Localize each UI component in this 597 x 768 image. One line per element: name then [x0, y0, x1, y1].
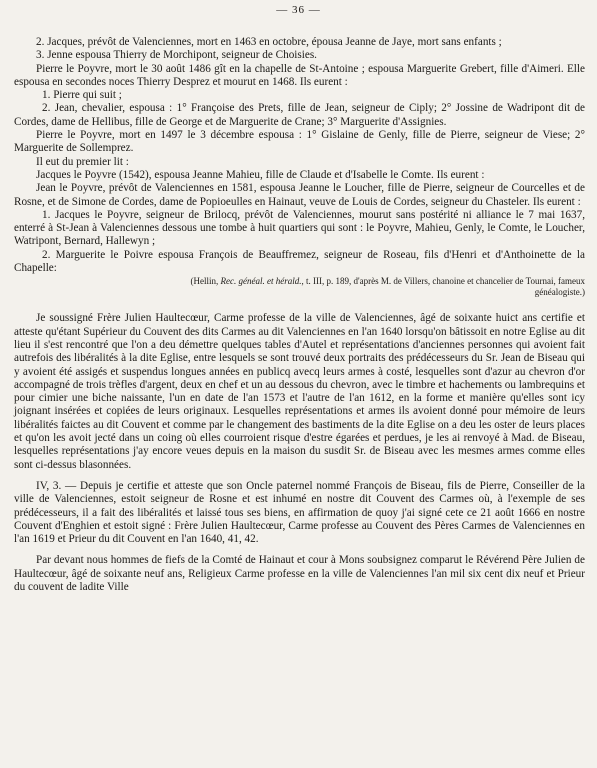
document-body — [14, 36, 585, 594]
genealogy-line: Jacques le Poyvre (1542), espousa Jeanne Mahieu, fille de Claude et d'Isabelle le Comte. Ils eurent : — [36, 168, 485, 181]
deed-paragraph: Par devant nous hommes de fiefs de la Comté de Hainaut et cour à Mons soubsignez comparut le Révérend Père Julien de Haultecœur, âgé de soixante neuf ans, Religieux Carme professe en la ville de Valenciennes l'an mil six cent dix neuf et Prieur du couvent de ladite Ville — [14, 554, 585, 593]
citation-prefix: (Hellin, — [190, 276, 221, 287]
genealogy-line: 2. Jean, chevalier, espousa : 1° Françoise des Prets, fille de Jean, seigneur de Ciply; 2° Jossine de Wadripont dit de Cordes, dame de Hellibus, fille de George et de Marguerite de Crane; 3° Marguerite d'Assignies. — [14, 102, 585, 128]
genealogy-line: Il eut du premier lit : — [36, 155, 129, 168]
certificate-paragraph: Je soussigné Frère Julien Haultecœur, Carme professe de la ville de Valenciennes, âgé de soixante huict ans certifie et atteste qu'étant Supérieur du Couvent des dits Carmes au dit Valenciennes en l'an 1640 lorsqu'on bâtissoit en notre Eglise au dit lieu il s'est rencontré que l'on a deu démettre quelques tables d'Autel et représentations d'anciennes personnes qui avoient fait autrefois des libéralités à la dite Eglise, entre lesquels se sont trouvé deux portraits des prédécesseurs du Sr. Jean de Biseau qui y avoient été assigés et suspendus longues années en publicq avecq leurs armes à costé, lesquelles sont d'azur au chevron d'or accompagné de trois trèfles d'argent, deux en chef et un au dessous du chevron, avec le timbre et hachements ou lambrequins et pour cimier une biche naissante, l'un en date de l'an 1573 et l'autre de l'an 1612, en la forme et manière qu'elles sont icy joignant insérées et copiées de leurs originaux. Lesquelles représentations et armes ils avoient donné pour mémoire de leurs libéralités faictes au dit Couvent et comme par le changement des bastiments de la dite Eglise on a deu les oster de leurs places et qu'on les avoit jecté dans un coing où elles courroient risque d'estre égarées et perdues, je les ai renvoyé à Mad. de Biseau, lesquelles représentations j'ay encore veues depuis en la maison du susdit Sr. de Biseau avec les mesmes armes comme elles sont ci-dessus blasonnées. — [14, 312, 585, 471]
citation-title: Rec. généal. et hérald. — [220, 276, 302, 287]
genealogy-line: 2. Marguerite le Poivre espousa François de Beauffremez, seigneur de Roseau, fils d'Henri et d'Anthoinette de la Chapelle: — [14, 248, 585, 275]
genealogy-line: Pierre le Poyvre, mort en 1497 le 3 décembre espousa : 1° Gislaine de Genly, fille de Pierre, seigneur de Viese; 2° Marguerite de Sollemprez. — [14, 129, 585, 155]
genealogy-line: Jean le Poyvre, prévôt de Valenciennes en 1581, espousa Jeanne le Loucher, fille de Pierre, seigneur de Courcelles et de Rosne, et de Simone de Cordes, dame de Popioeulles en Hainaut, veuve de Louis de Cordes, seigneur du Chasteler. Ils eurent : — [14, 182, 585, 208]
genealogy-line: Pierre le Poyvre, mort le 30 août 1486 gît en la chapelle de St-Antoine ; espousa Marguerite Grebert, fille d'Aimeri. Elle espousa en secondes noces Thierry Desprez et mourut en 1468. Ils eurent : — [14, 62, 585, 88]
certificate-paragraph: IV, 3. — Depuis je certifie et atteste que son Oncle paternel nommé François de Biseau, fils de Pierre, Conseiller de la ville de Valenciennes, estoit seigneur de Rosne et est inhumé en nostre dit Couvent des Carmes où, à l'exemple de ses prédécesseurs, il a fait des libéralités et laissé tous ses biens, en affirmation de quoy j'ai signé cete ce 21 août 1666 en nostre Couvent d'Enghien et estoit signé : Frère Julien Haultecœur, Carme professe au Couvent des Pères Carmes de Valenciennes en l'an 1619 et Prieur du dit Couvent en l'an 1640, 41, 42. — [14, 479, 585, 546]
citation-suffix: , t. III, p. 189, d'après M. de Villers, chanoine et chancelier de Tournai, fameux généalogiste.) — [301, 276, 585, 298]
genealogy-line: 1. Jacques le Poyvre, seigneur de Brilocq, prévôt de Valenciennes, mourut sans postérité ni alliance le 7 mai 1637, enterré à St-Jean à Valenciennes dessous une tombe à huit quartiers qui sont : le Poyvre, Mahieu, Genly, le Comte, le Loucher, Watripont, Bernard, Hallewyn ; — [14, 208, 585, 248]
genealogy-line: 1. Pierre qui suit ; — [42, 89, 122, 102]
genealogy-line: 3. Jenne espousa Thierry de Morchipont, seigneur de Choisies. — [36, 49, 317, 62]
page-number: — 36 — — [276, 4, 321, 16]
genealogy-line: 2. Jacques, prévôt de Valenciennes, mort en 1463 en octobre, épousa Jeanne de Jaye, mort sans enfants ; — [36, 36, 502, 48]
source-citation — [14, 276, 585, 298]
